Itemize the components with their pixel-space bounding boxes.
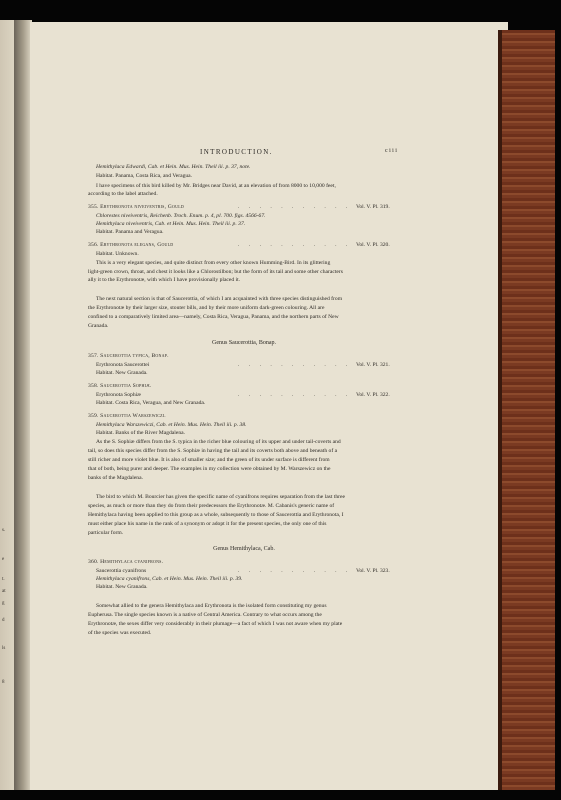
text-line: Habitat. Panama, Costa Rica, and Veragua. — [96, 173, 193, 179]
text-line: according to the label attached. — [88, 191, 158, 197]
text-line: 359. Saucerottia Warszewiczi. — [88, 413, 166, 419]
page-header-title: INTRODUCTION. — [200, 148, 273, 156]
text-line: Hemithylaca Edwardi, Cab. et Hein. Mus. Hein. Theil iii. p. 37, note. — [96, 164, 251, 170]
text-line: the Erythronotæ by their larger size, stouter bills, and by their more uniform dark-green colouring. All are — [88, 305, 325, 311]
text-line: Granada. — [88, 323, 109, 329]
text-line: Habitat. New Granada. — [96, 584, 148, 590]
text-line: confined to a comparatively limited area—namely, Costa Rica, Veragua, Panama, and the northern parts of New — [88, 314, 339, 320]
binding-edge — [498, 30, 502, 790]
dot-leader: . . . . . . . . . . . — [238, 568, 352, 574]
genus-heading: Genus Saucerottia, Bonap. — [212, 340, 276, 346]
text-line: still richer and more violet blue. It is also of smaller size; and the green of its under surface is different from — [88, 457, 330, 463]
page-number: ciii — [385, 148, 399, 154]
plate-reference: Vol. V. Pl. 322. — [356, 392, 390, 398]
dot-leader: . . . . . . . . . . . — [238, 392, 352, 398]
text-line: Habitat. Costa Rica, Veragua, and New Granada. — [96, 400, 206, 406]
facing-page-fragment: e — [2, 557, 5, 562]
text-line: The bird to which M. Bourcier has given the specific name of cyanifrons requires separation from the last three — [96, 494, 345, 500]
text-line: ally it to the Erythronotæ, with which I have provisionally placed it. — [88, 277, 241, 283]
plate-reference: Vol. V. Pl. 321. — [356, 362, 390, 368]
text-line: tail, so does this species differ from the S. Sophiæ in having the tail and its coverts both above and beneath of a — [88, 448, 338, 454]
text-line: Hemithylaca niveiventris, Cab. et Hein. Mus. Hein. Theil iii. p. 37. — [96, 221, 246, 227]
text-line: 360. Hemithylaca cyanifrons. — [88, 559, 164, 565]
text-line: As the S. Sophiæ differs from the S. typica in the richer blue colouring of its upper and under tail-coverts and — [96, 439, 341, 445]
text-line: Hemithylaca Warszewiczi, Cab. et Hein. Mus. Hein. Theil iii. p. 38. — [96, 422, 247, 428]
text-line: light-green crown, throat, and chest it looks like a Chlorostilbon; but the form of its tail and some other characters — [88, 269, 343, 275]
text-line: This is a very elegant species, and quite distinct from every other known Humming-Bird. In its glittering — [96, 260, 331, 266]
text-line: 356. Erythronota elegans, Gould — [88, 242, 174, 248]
plate-reference: Vol. V. Pl. 323. — [356, 568, 390, 574]
facing-page-fragment: ls — [2, 646, 6, 651]
text-line: Hemithylaca having been applied to this group as a whole, subsequently to those of Saucerottia and Erythronota, I — [88, 512, 344, 518]
text-line: Habitat. Unknown. — [96, 251, 139, 257]
text-line: 357. Saucerottia typica, Bonap. — [88, 353, 169, 359]
text-line: Somewhat allied to the genera Hemithylaca and Erythronota is the isolated form constituting my genus — [96, 603, 327, 609]
text-line: particular form. — [88, 530, 124, 536]
book-page — [30, 22, 508, 790]
facing-page-fragment: at — [2, 589, 6, 594]
facing-page-fragment: t. — [2, 577, 5, 582]
text-line: Saucerottia cyanifrons — [96, 568, 147, 574]
text-line: species, as much or more than they do from their predecessors the Erythronotæ. M. Cabanis's generic name of — [88, 503, 335, 509]
plate-reference: Vol. V. Pl. 320. — [356, 242, 390, 248]
text-line: 358. Saucerottia Sophiæ. — [88, 383, 152, 389]
facing-page-fragment: d — [2, 618, 5, 623]
genus-heading: Genus Hemithylaca, Cab. — [213, 546, 275, 552]
plate-reference: Vol. V. Pl. 319. — [356, 204, 390, 210]
text-line: Erythronota Sophiæ — [96, 392, 141, 398]
text-line: I have specimens of this bird killed by Mr. Bridges near David, at an elevation of from 8000 to 10,000 feet, — [96, 183, 336, 189]
text-line: that of both, being purer and deeper. The examples in my collection were obtained by M. Warszewicz on the — [88, 466, 331, 472]
dot-leader: . . . . . . . . . . . — [238, 204, 352, 210]
facing-page-fragment: 8 — [2, 680, 5, 685]
text-line: of the species was executed. — [88, 630, 152, 636]
text-line: Habitat. Panama and Veragua. — [96, 229, 164, 235]
text-line: 355. Erythronota niveiventris, Gould — [88, 204, 184, 210]
dot-leader: . . . . . . . . . . . — [238, 242, 352, 248]
dot-leader: . . . . . . . . . . . — [238, 362, 352, 368]
facing-page-fragment: s. — [2, 528, 6, 533]
text-line: banks of the Magdalena. — [88, 475, 143, 481]
text-line: The next natural section is that of Saucerottia, of which I am acquainted with three species distinguished from — [96, 296, 343, 302]
text-line: Hemithylaca cyanifrons, Cab. et Hein. Mus. Hein. Theil iii. p. 39. — [96, 576, 243, 582]
text-line: Habitat. New Granada. — [96, 370, 148, 376]
facing-page-fragment: g — [2, 601, 5, 606]
text-line: Erythronotæ, the sexes differ very considerably in their plumage—a fact of which I was not aware when my plate — [88, 621, 343, 627]
text-line: Habitat. Banks of the River Magdalena. — [96, 430, 186, 436]
text-line: Erythronota Saucerottei — [96, 362, 150, 368]
text-line: Eupherusa. The single species known is a native of Central America. Contrary to what occurs among the — [88, 612, 322, 618]
text-line: Chlorestes niveiventris, Reichenb. Troch. Enum. p. 4, pl. 700. figs. 4566-67. — [96, 213, 266, 219]
book-binding — [498, 30, 555, 790]
text-line: must either place his name in the rank of a synonym or adopt it for the present species, the only one of this — [88, 521, 327, 527]
